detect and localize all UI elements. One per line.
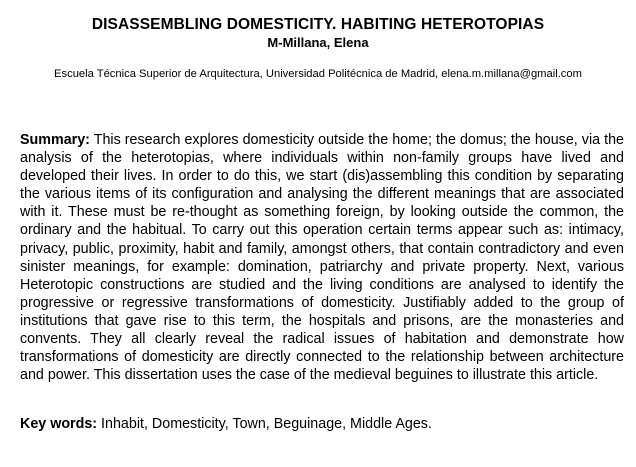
paper-title: DISASSEMBLING DOMESTICITY. HABITING HETEROTOPIAS [91,16,545,33]
paper-affiliation: Escuela Técnica Superior de Arquitectura, Universidad Politécnica de Madrid, elena.m.millana@gmail.com [54,68,582,80]
summary-paragraph [20,131,624,384]
keywords-text: Inhabit, Domesticity, Town, Beguinage, Middle Ages. [101,416,432,432]
paper-author: M-Millana, Elena [267,35,369,50]
summary-text: This research explores domesticity outside the home; the domus; the house, via the analysis of the heterotopias, where individuals within non-family groups have lived and developed their lives. In order to do this, we start (dis)assembling this condition by separating the various items of its configuration and analysing the different meanings that are associated with it. These must be re-thought as something foreign, by looking outside the common, the ordinary and the habitual. To carry out this operation certain terms appear such as: intimacy, privacy, public, proximity, habit and family, amongst others, that contain contradictory and even sinister meanings, for example: domination, patriarchy and private property. Next, various Heterotopic constructions are studied and the living conditions are analysed to identify the progressive or regressive transformations of domesticity. Justifiably added to the group of institutions that gave rise to this term, the hospitals and prisons, are the monasteries and convents. They all clearly reveal the radical issues of habitation and demonstrate how transformations of domesticity are directly connected to the relationship between architecture and power. This dissertation uses the case of the medieval beguines to illustrate this article. [20,132,625,384]
keywords-line [20,415,624,433]
keywords-label: Key words: [20,416,98,432]
summary-label: Summary: [20,132,90,148]
